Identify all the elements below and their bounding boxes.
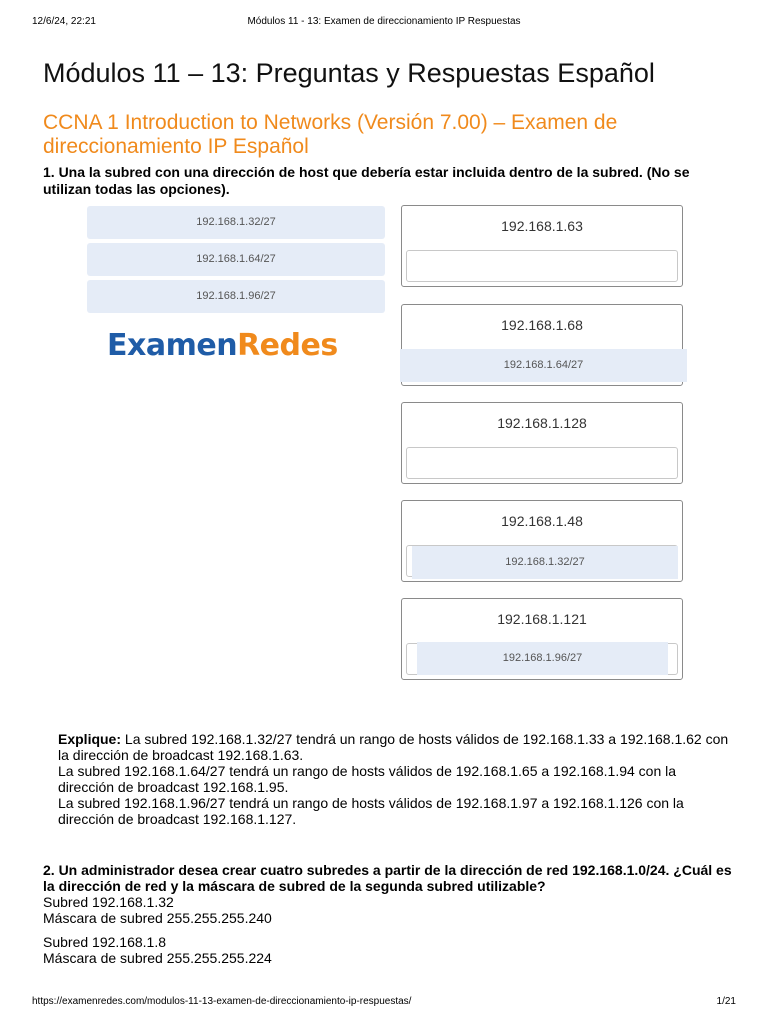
target-box-3 [401,402,683,484]
page-number: 1/21 [716,996,736,1007]
target-box-1 [401,205,683,287]
footer-url[interactable]: https://examenredes.com/modulos-11-13-examen-de-direccionamiento-ip-respuestas/ [32,996,412,1007]
drag-option-1[interactable]: 192.168.1.32/27 [87,206,385,239]
page-subtitle: CCNA 1 Introduction to Networks (Versión 7.00) – Examen de direccionamiento IP Español [43,111,618,158]
explanation-line-1: Explique: La subred 192.168.1.32/27 tendrá un rango de hosts válidos de 192.168.1.33 a 192.168.1.62 con la dirección de broadcast 192.168.1.63. [58,731,729,763]
target-ip: 192.168.1.48 [501,513,583,529]
drop-slot-empty[interactable] [406,447,678,479]
explanation [58,731,730,827]
drag-option-3[interactable]: 192.168.1.96/27 [87,280,385,313]
target-ip: 192.168.1.68 [501,317,583,333]
examenredes-logo: ExamenRedes [107,328,338,363]
q2-option-2-mask: Máscara de subred 255.255.255.224 [43,950,272,966]
q2-option-1-mask: Máscara de subred 255.255.255.240 [43,910,272,926]
dropped-answer-5[interactable]: 192.168.1.96/27 [417,642,668,675]
target-ip: 192.168.1.121 [497,611,587,627]
target-ip: 192.168.1.63 [501,218,583,234]
dropped-answer-2[interactable]: 192.168.1.64/27 [400,349,687,382]
question-2 [43,862,733,966]
drop-slot-empty[interactable] [406,250,678,282]
question-2-text: 2. Un administrador desea crear cuatro subredes a partir de la dirección de red 192.168.1.0/24. ¿Cuál es la dirección de red y la máscara de subred de la segunda subred utilizable? [43,862,732,894]
question-1-text: 1. Una la subred con una dirección de host que debería estar incluida dentro de la subred. (No se utilizan todas las opciones). [43,164,690,197]
explanation-line-3: La subred 192.168.1.96/27 tendrá un rango de hosts válidos de 192.168.1.97 a 192.168.1.126 con la dirección de broadcast 192.168.1.127. [58,795,684,827]
print-title: Módulos 11 - 13: Examen de direccionamiento IP Respuestas [247,16,521,27]
q2-option-1-subnet: Subred 192.168.1.32 [43,894,174,910]
target-ip: 192.168.1.128 [497,415,587,431]
dropped-answer-4[interactable]: 192.168.1.32/27 [412,546,678,579]
q2-option-2-subnet: Subred 192.168.1.8 [43,934,166,950]
print-header [32,16,736,30]
explanation-label: Explique: [58,731,122,747]
print-datetime: 12/6/24, 22:21 [32,16,96,27]
explanation-line-2: La subred 192.168.1.64/27 tendrá un rango de hosts válidos de 192.168.1.65 a 192.168.1.94 con la dirección de broadcast 192.168.1.95. [58,763,677,795]
drag-option-2[interactable]: 192.168.1.64/27 [87,243,385,276]
page-title: Módulos 11 – 13: Preguntas y Respuestas Español [43,58,655,88]
